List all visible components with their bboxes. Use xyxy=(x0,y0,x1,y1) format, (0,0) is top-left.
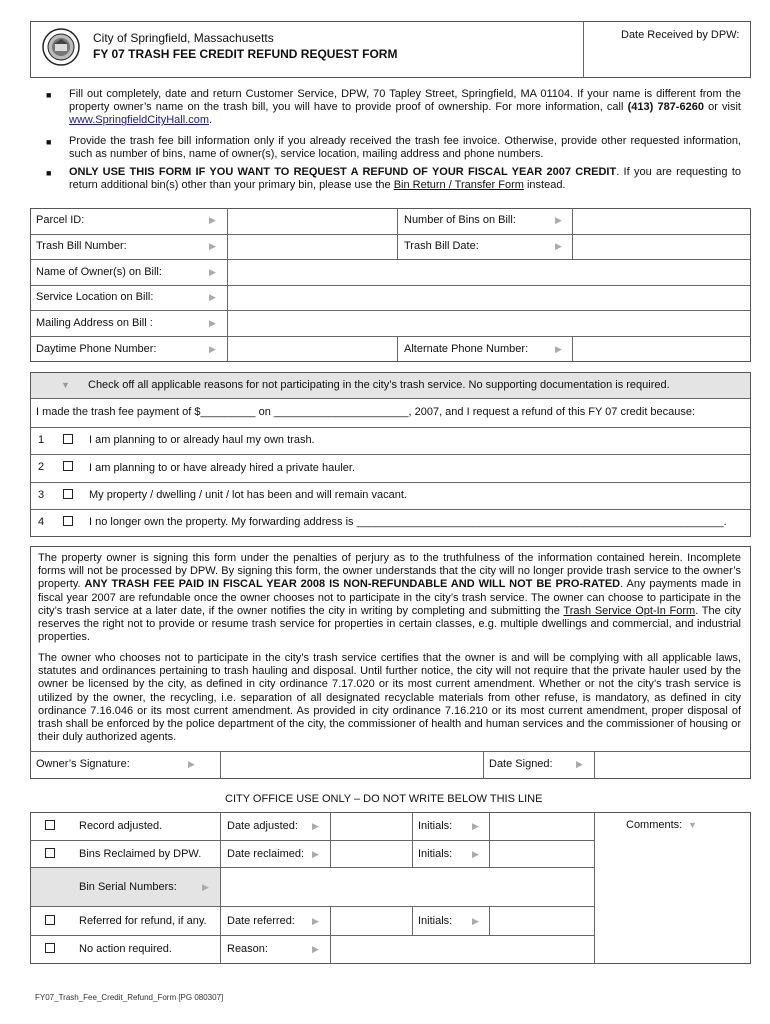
reason-label: Reason: xyxy=(227,943,268,955)
parcel-id-label: Parcel ID: xyxy=(36,214,85,226)
initials-field[interactable] xyxy=(490,813,593,839)
arrow-icon: ▶ xyxy=(312,821,319,831)
arrow-icon: ▶ xyxy=(555,215,562,225)
reason-4-text: I no longer own the property. My forwarding address is ____________________________________________________________. xyxy=(89,516,727,528)
date-adjusted-label: Date adjusted: xyxy=(227,820,298,832)
reasons-instruction: Check off all applicable reasons for not participating in the city’s trash service. No supporting documentation is required. xyxy=(88,379,670,391)
instruction-3: ONLY USE THIS FORM IF YOU WANT TO REQUEST A REFUND OF YOUR FISCAL YEAR 2007 CREDIT. If you are requesting to return additional bin(s) other than your primary bin, please use the Bin Return / Transfer Form instead. xyxy=(69,166,741,192)
terms-paragraph-1: The property owner is signing this form under the penalties of perjury as to the truthfulness of the information contained herein. Incomplete forms will not be processed by DPW. By signing this form, the owner understands that the city will no longer provide trash service to the owner’s property. ANY TRASH FEE PAID IN FISCAL YEAR 2008 IS NON-REFUNDABLE AND WILL NOT BE PRO-RATED. Any payments made in fiscal year 2007 are refundable once the owner chooses not to participate in the city’s trash service. The owner can choose to participate in the city’s trash service at a later date, if the owner notifies the city in writing by completing and submitting the Trash Service Opt-In Form. The city reserves the right not to provide or resume trash service for properties in certain classes, e.g. multiple dwellings and commercial, and industrial properties. xyxy=(38,552,741,644)
record-adjusted-label: Record adjusted. xyxy=(79,820,163,832)
reason-3-checkbox[interactable] xyxy=(63,489,73,499)
arrow-icon: ▶ xyxy=(312,849,319,859)
date-reclaimed-label: Date reclaimed: xyxy=(227,848,305,860)
service-location-field[interactable] xyxy=(228,286,750,309)
comments-label: Comments: xyxy=(626,819,683,831)
arrow-icon: ▶ xyxy=(209,267,216,277)
no-action-label: No action required. xyxy=(79,943,172,955)
daytime-phone-label: Daytime Phone Number: xyxy=(36,343,157,355)
bins-reclaimed-checkbox[interactable] xyxy=(45,848,55,858)
down-arrow-icon: ▼ xyxy=(688,820,697,830)
arrow-icon: ▶ xyxy=(209,215,216,225)
record-adjusted-checkbox[interactable] xyxy=(45,820,55,830)
arrow-icon: ▶ xyxy=(209,241,216,251)
bullet-icon: ■ xyxy=(46,137,52,147)
arrow-icon: ▶ xyxy=(209,344,216,354)
arrow-icon: ▶ xyxy=(312,944,319,954)
arrow-icon: ▶ xyxy=(555,241,562,251)
instruction-2: Provide the trash fee bill information only if you already received the trash fee invoice. Otherwise, provide other requested information, such as number of bins, name of owner(s), service location, mailing address and phone numbers. xyxy=(69,135,741,161)
mailing-address-label: Mailing Address on Bill : xyxy=(36,317,153,329)
alt-phone-label: Alternate Phone Number: xyxy=(404,343,529,355)
num-bins-field[interactable] xyxy=(573,209,750,233)
reason-num-3: 3 xyxy=(38,489,45,501)
parcel-id-field[interactable] xyxy=(228,209,396,233)
page-title: FY 07 TRASH FEE CREDIT REFUND REQUEST FORM xyxy=(93,47,398,61)
service-location-label: Service Location on Bill: xyxy=(36,291,154,303)
arrow-icon: ▶ xyxy=(555,344,562,354)
arrow-icon: ▶ xyxy=(209,292,216,302)
comments-field[interactable] xyxy=(595,835,750,963)
owner-names-label: Name of Owner(s) on Bill: xyxy=(36,266,162,278)
date-received-label: Date Received by DPW: xyxy=(621,29,740,41)
initials-field[interactable] xyxy=(490,907,593,934)
down-arrow-icon: ▼ xyxy=(61,380,70,390)
instruction-1: Fill out completely, date and return Customer Service, DPW, 70 Tapley Street, Springfield, MA 01104. If your name is different from the property owner’s name on the trash bill, you will have to provide proof of ownership. For more information, call (413) 787-6260 or visit www.SpringfieldCityHall.com. xyxy=(69,88,741,127)
date-signed-label: Date Signed: xyxy=(489,758,553,770)
bill-number-label: Trash Bill Number: xyxy=(36,240,127,252)
bullet-icon: ■ xyxy=(46,168,52,178)
initials-label: Initials: xyxy=(418,915,453,927)
terms-paragraph-2: The owner who chooses not to participate in the city’s trash service certifies that the owner is and will be complying with all applicable laws, statutes and ordinances pertaining to trash hauling and disposal. Until further notice, the city will not require that the private hauler used by the owner be licensed by the city, as defined in city ordinance 7.17.020 or its most current amendment. Whether or not the city’s trash service is utilized by the owner, the recycling, i.e. separation of all designated recyclable materials from other refuse, is mandatory, as defined in city ordinance 7.16.046 or its most current amendment. As provided in city ordinance 7.16.210 or its most current amendment, proper disposal of trash shall be enforced by the police department of the city, the commissioner of health and human services and the commissioner of housing or their duly authorized agents. xyxy=(38,652,741,744)
no-action-checkbox[interactable] xyxy=(45,943,55,953)
reason-num-2: 2 xyxy=(38,461,45,473)
bill-number-field[interactable] xyxy=(228,235,396,258)
initials-field[interactable] xyxy=(490,841,593,866)
payment-line: I made the trash fee payment of $_________ on ______________________, 2007, and I request a refund of this FY 07 credit because: xyxy=(36,406,696,418)
num-bins-label: Number of Bins on Bill: xyxy=(404,214,516,226)
city-hall-link[interactable]: www.SpringfieldCityHall.com xyxy=(69,114,209,127)
date-signed-field[interactable] xyxy=(595,752,750,778)
arrow-icon: ▶ xyxy=(576,759,583,769)
owner-names-field[interactable] xyxy=(228,260,750,284)
bill-date-field[interactable] xyxy=(573,235,750,258)
reason-3-text: My property / dwelling / unit / lot has been and will remain vacant. xyxy=(89,489,407,501)
bin-serials-field[interactable] xyxy=(221,868,593,905)
reason-2-checkbox[interactable] xyxy=(63,461,73,471)
signature-label: Owner’s Signature: xyxy=(36,758,130,770)
arrow-icon: ▶ xyxy=(472,849,479,859)
arrow-icon: ▶ xyxy=(312,916,319,926)
reason-1-text: I am planning to or already haul my own trash. xyxy=(89,434,315,446)
date-referred-label: Date referred: xyxy=(227,915,295,927)
reason-field[interactable] xyxy=(331,936,593,963)
bullet-icon: ■ xyxy=(46,90,52,100)
opt-in-form-link[interactable]: Trash Service Opt-In Form xyxy=(563,604,696,617)
daytime-phone-field[interactable] xyxy=(228,337,396,361)
arrow-icon: ▶ xyxy=(209,318,216,328)
city-name: City of Springfield, Massachusetts xyxy=(93,31,274,45)
bins-reclaimed-label: Bins Reclaimed by DPW. xyxy=(79,848,202,860)
signature-field[interactable] xyxy=(221,752,482,778)
arrow-icon: ▶ xyxy=(472,916,479,926)
office-use-heading: CITY OFFICE USE ONLY – DO NOT WRITE BELOW THIS LINE xyxy=(225,793,543,805)
reason-4-checkbox[interactable] xyxy=(63,516,73,526)
city-seal-icon xyxy=(42,28,80,66)
initials-label: Initials: xyxy=(418,820,453,832)
bin-return-form-link[interactable]: Bin Return / Transfer Form xyxy=(393,179,524,192)
mailing-address-field[interactable] xyxy=(228,311,750,335)
initials-label: Initials: xyxy=(418,848,453,860)
arrow-icon: ▶ xyxy=(472,821,479,831)
referred-label: Referred for refund, if any. xyxy=(79,915,207,927)
date-referred-field[interactable] xyxy=(331,907,411,934)
reason-1-checkbox[interactable] xyxy=(63,434,73,444)
date-adjusted-field[interactable] xyxy=(331,813,411,839)
bin-serials-label: Bin Serial Numbers: xyxy=(79,881,177,893)
reason-2-text: I am planning to or have already hired a private hauler. xyxy=(89,462,355,474)
date-reclaimed-field[interactable] xyxy=(331,841,411,866)
alt-phone-field[interactable] xyxy=(573,337,750,361)
reason-num-4: 4 xyxy=(38,516,45,528)
referred-checkbox[interactable] xyxy=(45,915,55,925)
reason-num-1: 1 xyxy=(38,434,45,446)
arrow-icon: ▶ xyxy=(188,759,195,769)
bill-date-label: Trash Bill Date: xyxy=(404,240,479,252)
form-footer: FY07_Trash_Fee_Credit_Refund_Form [PG 080307] xyxy=(35,993,224,1002)
arrow-icon: ▶ xyxy=(202,882,209,892)
